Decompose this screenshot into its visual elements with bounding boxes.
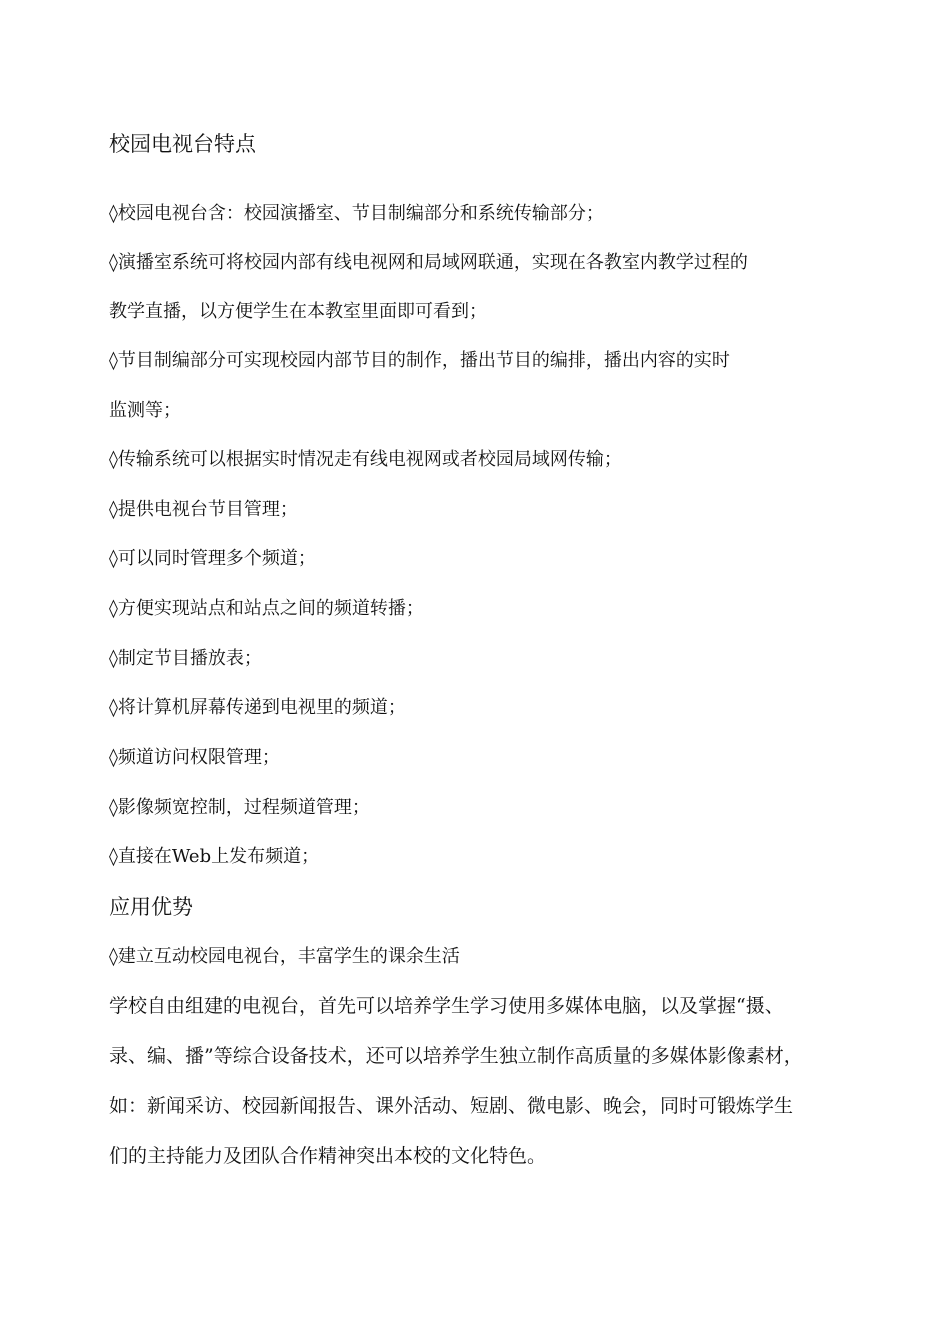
paragraph-line: 们的主持能力及团队合作精神突出本校的文化特色。 xyxy=(109,1145,547,1167)
feature-item: ◊直接在Web上发布频道； xyxy=(109,846,320,867)
feature-item: ◊传输系统可以根据实时情况走有线电视网或者校园局域网传输； xyxy=(109,449,622,470)
feature-item: ◊将计算机屏幕传递到电视里的频道； xyxy=(109,697,406,718)
feature-item: ◊节目制编部分可实现校园内部节目的制作，播出节目的编排，播出内容的实时 xyxy=(109,350,730,371)
feature-item: ◊提供电视台节目管理； xyxy=(109,499,298,520)
paragraph-line: 录、编、播”等综合设备技术，还可以培养学生独立制作高质量的多媒体影像素材， xyxy=(109,1045,803,1067)
feature-item: ◊影像频宽控制，过程频道管理； xyxy=(109,797,370,818)
feature-item: ◊频道访问权限管理； xyxy=(109,747,280,768)
feature-item-continuation: 监测等； xyxy=(109,400,181,421)
paragraph-line: 学校自由组建的电视台，首先可以培养学生学习使用多媒体电脑，以及掌握“摄、 xyxy=(109,995,784,1017)
advantage-subtitle: ◊建立互动校园电视台，丰富学生的课余生活 xyxy=(109,946,460,967)
feature-item: ◊方便实现站点和站点之间的频道转播； xyxy=(109,598,424,619)
feature-item-continuation: 教学直播，以方便学生在本教室里面即可看到； xyxy=(109,301,487,322)
section-title-features: 校园电视台特点 xyxy=(109,132,256,156)
feature-item: ◊制定节目播放表； xyxy=(109,648,262,669)
feature-item: ◊演播室系统可将校园内部有线电视网和局域网联通，实现在各教室内教学过程的 xyxy=(109,252,748,273)
paragraph-line: 如：新闻采访、校园新闻报告、课外活动、短剧、微电影、晚会，同时可锻炼学生 xyxy=(109,1095,794,1117)
feature-item: ◊可以同时管理多个频道； xyxy=(109,548,316,569)
section-title-advantages: 应用优势 xyxy=(109,895,193,919)
feature-item: ◊校园电视台含：校园演播室、节目制编部分和系统传输部分； xyxy=(109,203,604,224)
